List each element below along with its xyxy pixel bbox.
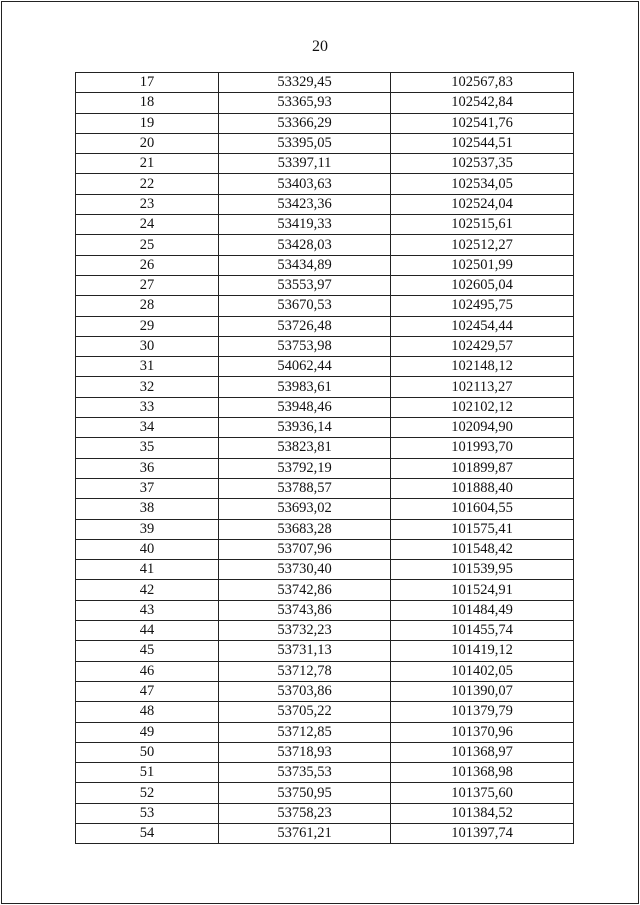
x-coordinate-cell: 53788,57 bbox=[219, 478, 391, 498]
point-number-cell: 33 bbox=[76, 397, 219, 417]
y-coordinate-cell: 102094,90 bbox=[391, 418, 574, 438]
table-row bbox=[76, 519, 574, 539]
point-number-cell: 43 bbox=[76, 600, 219, 620]
point-number-cell: 34 bbox=[76, 418, 219, 438]
x-coordinate-cell: 53707,96 bbox=[219, 539, 391, 559]
x-coordinate-cell: 53731,13 bbox=[219, 641, 391, 661]
point-number-cell: 52 bbox=[76, 783, 219, 803]
table-row bbox=[76, 742, 574, 762]
x-coordinate-cell: 53434,89 bbox=[219, 255, 391, 275]
x-coordinate-cell: 53718,93 bbox=[219, 742, 391, 762]
y-coordinate-cell: 102524,04 bbox=[391, 194, 574, 214]
table-row bbox=[76, 702, 574, 722]
y-coordinate-cell: 101899,87 bbox=[391, 458, 574, 478]
table-row bbox=[76, 641, 574, 661]
point-number-cell: 17 bbox=[76, 73, 219, 93]
y-coordinate-cell: 101402,05 bbox=[391, 661, 574, 681]
x-coordinate-cell: 53670,53 bbox=[219, 296, 391, 316]
x-coordinate-cell: 53753,98 bbox=[219, 336, 391, 356]
x-coordinate-cell: 54062,44 bbox=[219, 357, 391, 377]
table-row bbox=[76, 296, 574, 316]
x-coordinate-cell: 53703,86 bbox=[219, 681, 391, 701]
x-coordinate-cell: 53983,61 bbox=[219, 377, 391, 397]
point-number-cell: 47 bbox=[76, 681, 219, 701]
y-coordinate-cell: 101993,70 bbox=[391, 438, 574, 458]
x-coordinate-cell: 53742,86 bbox=[219, 580, 391, 600]
x-coordinate-cell: 53366,29 bbox=[219, 113, 391, 133]
y-coordinate-cell: 102544,51 bbox=[391, 133, 574, 153]
point-number-cell: 29 bbox=[76, 316, 219, 336]
y-coordinate-cell: 102542,84 bbox=[391, 93, 574, 113]
table-row bbox=[76, 255, 574, 275]
point-number-cell: 40 bbox=[76, 539, 219, 559]
y-coordinate-cell: 101419,12 bbox=[391, 641, 574, 661]
x-coordinate-cell: 53553,97 bbox=[219, 275, 391, 295]
y-coordinate-cell: 101888,40 bbox=[391, 478, 574, 498]
y-coordinate-cell: 102605,04 bbox=[391, 275, 574, 295]
point-number-cell: 49 bbox=[76, 722, 219, 742]
y-coordinate-cell: 101548,42 bbox=[391, 539, 574, 559]
point-number-cell: 19 bbox=[76, 113, 219, 133]
y-coordinate-cell: 101368,97 bbox=[391, 742, 574, 762]
x-coordinate-cell: 53743,86 bbox=[219, 600, 391, 620]
y-coordinate-cell: 102454,44 bbox=[391, 316, 574, 336]
table-row bbox=[76, 438, 574, 458]
table-row bbox=[76, 93, 574, 113]
y-coordinate-cell: 102567,83 bbox=[391, 73, 574, 93]
table-row bbox=[76, 194, 574, 214]
y-coordinate-cell: 102501,99 bbox=[391, 255, 574, 275]
table-row bbox=[76, 377, 574, 397]
x-coordinate-cell: 53712,78 bbox=[219, 661, 391, 681]
y-coordinate-cell: 101384,52 bbox=[391, 803, 574, 823]
table-row bbox=[76, 73, 574, 93]
table-row bbox=[76, 418, 574, 438]
x-coordinate-cell: 53750,95 bbox=[219, 783, 391, 803]
y-coordinate-cell: 101575,41 bbox=[391, 519, 574, 539]
x-coordinate-cell: 53792,19 bbox=[219, 458, 391, 478]
table-row bbox=[76, 336, 574, 356]
point-number-cell: 23 bbox=[76, 194, 219, 214]
table-row bbox=[76, 316, 574, 336]
x-coordinate-cell: 53726,48 bbox=[219, 316, 391, 336]
y-coordinate-cell: 101379,79 bbox=[391, 702, 574, 722]
point-number-cell: 45 bbox=[76, 641, 219, 661]
table-row bbox=[76, 621, 574, 641]
table-row bbox=[76, 478, 574, 498]
table-row bbox=[76, 357, 574, 377]
y-coordinate-cell: 101390,07 bbox=[391, 681, 574, 701]
point-number-cell: 32 bbox=[76, 377, 219, 397]
table-row bbox=[76, 458, 574, 478]
table-row bbox=[76, 803, 574, 823]
y-coordinate-cell: 102113,27 bbox=[391, 377, 574, 397]
y-coordinate-cell: 101368,98 bbox=[391, 763, 574, 783]
point-number-cell: 31 bbox=[76, 357, 219, 377]
point-number-cell: 42 bbox=[76, 580, 219, 600]
y-coordinate-cell: 102537,35 bbox=[391, 154, 574, 174]
point-number-cell: 27 bbox=[76, 275, 219, 295]
table-row bbox=[76, 722, 574, 742]
table-row bbox=[76, 113, 574, 133]
y-coordinate-cell: 102541,76 bbox=[391, 113, 574, 133]
table-row bbox=[76, 580, 574, 600]
point-number-cell: 46 bbox=[76, 661, 219, 681]
y-coordinate-cell: 102102,12 bbox=[391, 397, 574, 417]
table-row bbox=[76, 560, 574, 580]
point-number-cell: 41 bbox=[76, 560, 219, 580]
point-number-cell: 48 bbox=[76, 702, 219, 722]
table-row bbox=[76, 763, 574, 783]
point-number-cell: 37 bbox=[76, 478, 219, 498]
table-row bbox=[76, 661, 574, 681]
y-coordinate-cell: 102148,12 bbox=[391, 357, 574, 377]
table-row bbox=[76, 600, 574, 620]
y-coordinate-cell: 101397,74 bbox=[391, 823, 574, 843]
point-number-cell: 50 bbox=[76, 742, 219, 762]
y-coordinate-cell: 102515,61 bbox=[391, 215, 574, 235]
x-coordinate-cell: 53761,21 bbox=[219, 823, 391, 843]
point-number-cell: 20 bbox=[76, 133, 219, 153]
x-coordinate-cell: 53758,23 bbox=[219, 803, 391, 823]
point-number-cell: 21 bbox=[76, 154, 219, 174]
table-row bbox=[76, 275, 574, 295]
y-coordinate-cell: 101375,60 bbox=[391, 783, 574, 803]
table-row bbox=[76, 215, 574, 235]
y-coordinate-cell: 102495,75 bbox=[391, 296, 574, 316]
x-coordinate-cell: 53395,05 bbox=[219, 133, 391, 153]
table-row bbox=[76, 823, 574, 843]
x-coordinate-cell: 53693,02 bbox=[219, 499, 391, 519]
point-number-cell: 36 bbox=[76, 458, 219, 478]
table-row bbox=[76, 235, 574, 255]
table-row bbox=[76, 133, 574, 153]
table-row bbox=[76, 539, 574, 559]
y-coordinate-cell: 101370,96 bbox=[391, 722, 574, 742]
point-number-cell: 35 bbox=[76, 438, 219, 458]
x-coordinate-cell: 53403,63 bbox=[219, 174, 391, 194]
point-number-cell: 51 bbox=[76, 763, 219, 783]
x-coordinate-cell: 53712,85 bbox=[219, 722, 391, 742]
point-number-cell: 54 bbox=[76, 823, 219, 843]
point-number-cell: 53 bbox=[76, 803, 219, 823]
point-number-cell: 18 bbox=[76, 93, 219, 113]
coordinates-table bbox=[75, 72, 574, 844]
y-coordinate-cell: 101524,91 bbox=[391, 580, 574, 600]
y-coordinate-cell: 101455,74 bbox=[391, 621, 574, 641]
x-coordinate-cell: 53423,36 bbox=[219, 194, 391, 214]
y-coordinate-cell: 101539,95 bbox=[391, 560, 574, 580]
y-coordinate-cell: 101484,49 bbox=[391, 600, 574, 620]
table-row bbox=[76, 397, 574, 417]
x-coordinate-cell: 53365,93 bbox=[219, 93, 391, 113]
point-number-cell: 26 bbox=[76, 255, 219, 275]
page-number: 20 bbox=[312, 38, 328, 55]
x-coordinate-cell: 53329,45 bbox=[219, 73, 391, 93]
point-number-cell: 25 bbox=[76, 235, 219, 255]
point-number-cell: 44 bbox=[76, 621, 219, 641]
x-coordinate-cell: 53948,46 bbox=[219, 397, 391, 417]
y-coordinate-cell: 102512,27 bbox=[391, 235, 574, 255]
point-number-cell: 38 bbox=[76, 499, 219, 519]
x-coordinate-cell: 53683,28 bbox=[219, 519, 391, 539]
table-row bbox=[76, 783, 574, 803]
x-coordinate-cell: 53428,03 bbox=[219, 235, 391, 255]
coordinates-table-body bbox=[76, 73, 574, 844]
x-coordinate-cell: 53823,81 bbox=[219, 438, 391, 458]
table-row bbox=[76, 154, 574, 174]
point-number-cell: 22 bbox=[76, 174, 219, 194]
point-number-cell: 28 bbox=[76, 296, 219, 316]
y-coordinate-cell: 101604,55 bbox=[391, 499, 574, 519]
x-coordinate-cell: 53730,40 bbox=[219, 560, 391, 580]
x-coordinate-cell: 53936,14 bbox=[219, 418, 391, 438]
y-coordinate-cell: 102429,57 bbox=[391, 336, 574, 356]
x-coordinate-cell: 53419,33 bbox=[219, 215, 391, 235]
table-row bbox=[76, 681, 574, 701]
table-row bbox=[76, 174, 574, 194]
point-number-cell: 39 bbox=[76, 519, 219, 539]
point-number-cell: 24 bbox=[76, 215, 219, 235]
x-coordinate-cell: 53397,11 bbox=[219, 154, 391, 174]
x-coordinate-cell: 53705,22 bbox=[219, 702, 391, 722]
point-number-cell: 30 bbox=[76, 336, 219, 356]
table-row bbox=[76, 499, 574, 519]
x-coordinate-cell: 53732,23 bbox=[219, 621, 391, 641]
y-coordinate-cell: 102534,05 bbox=[391, 174, 574, 194]
x-coordinate-cell: 53735,53 bbox=[219, 763, 391, 783]
